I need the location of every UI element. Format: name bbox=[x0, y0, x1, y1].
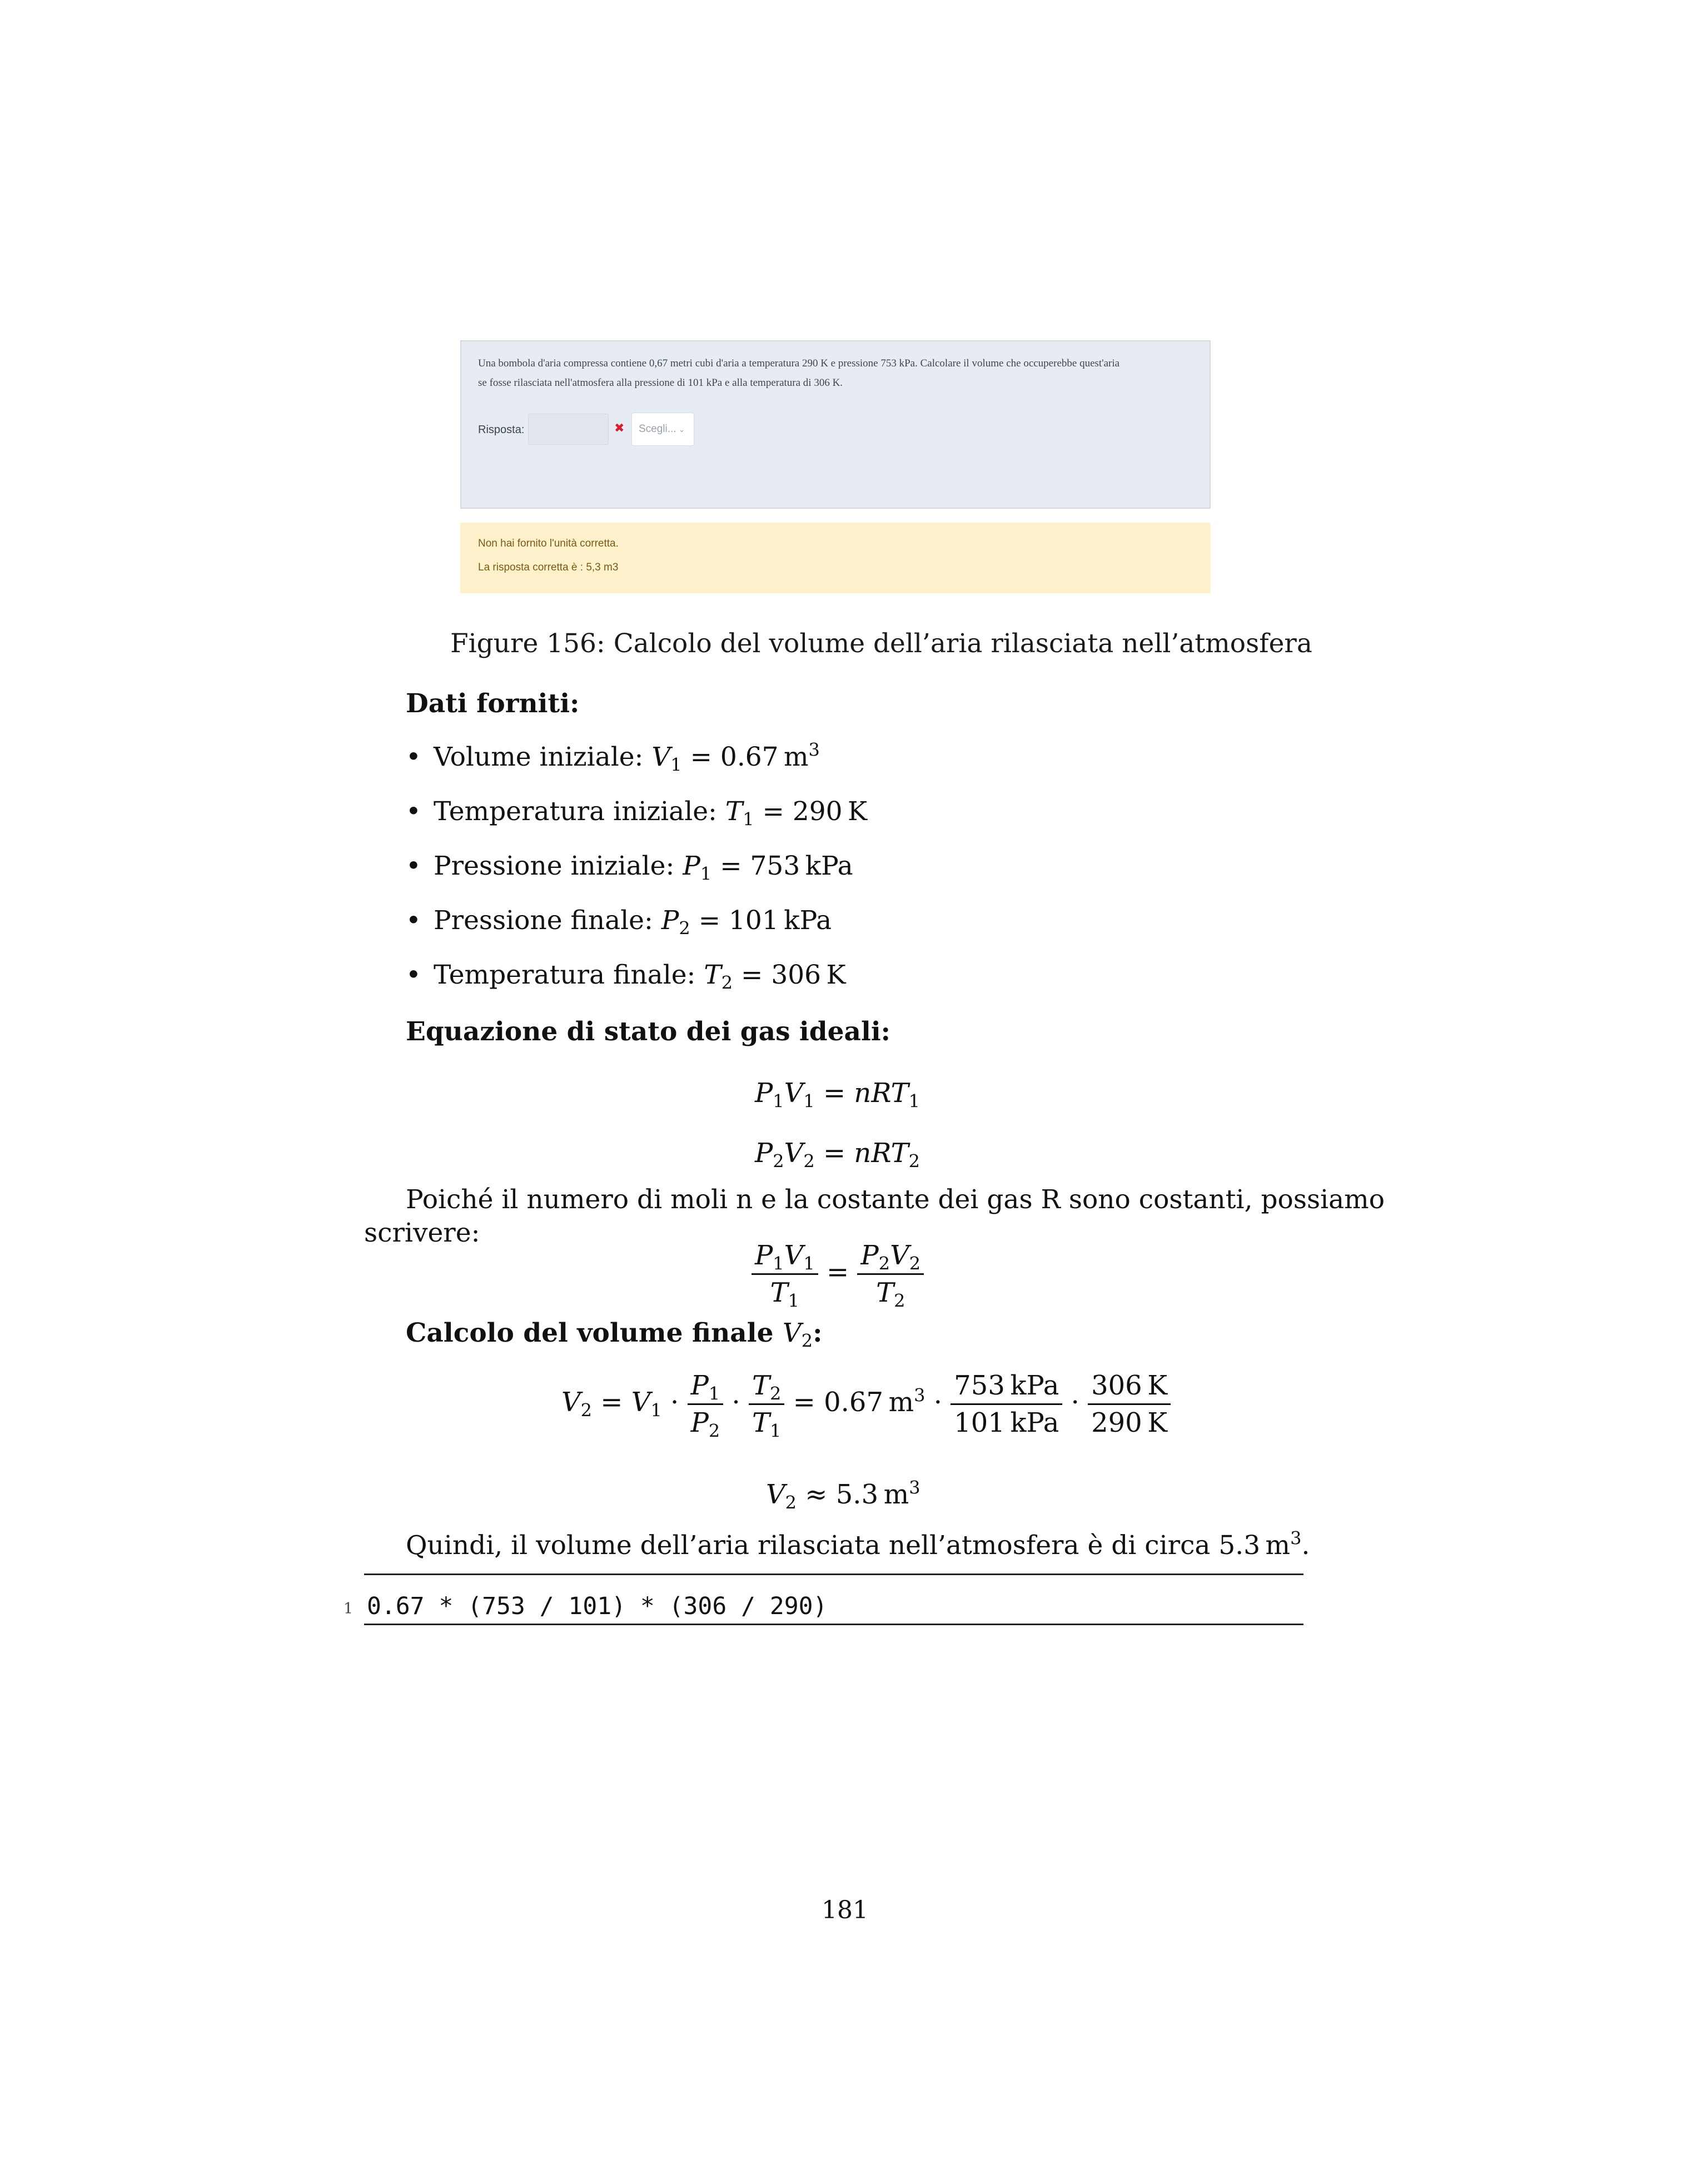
calc-heading: Calcolo del volume finale $V_2$: bbox=[406, 1318, 823, 1352]
paragraph-line-2: scrivere: bbox=[364, 1218, 480, 1248]
answer-label: Risposta: bbox=[478, 424, 525, 436]
bullet-icon: • bbox=[406, 742, 421, 772]
given-symbol: P bbox=[683, 851, 700, 881]
feedback-correct-answer: La risposta corretta è : 5,3 m3 bbox=[478, 562, 619, 573]
equation-final-volume: $V_2 = V_1$ · $\frac{P_1}{P_2}$ · $\frac{T_2}{T_1}$ = 0.67 $m^3$ · $\frac{\text{753 kPa}}{\text{101 kPa}}$ · $\frac{306 K}{290 K}$ bbox=[561, 1370, 1171, 1438]
chevron-down-icon: ⌄ bbox=[678, 425, 685, 434]
conclusion: Quindi, il volume dell’aria rilasciata nell’atmosfera è di circa 5.3 $m^3$. bbox=[406, 1527, 1310, 1561]
equation-state-1: $P_1V_1 = nRT_1$ bbox=[755, 1078, 920, 1112]
given-label: Volume iniziale: bbox=[434, 742, 644, 772]
given-symbol: T bbox=[704, 960, 721, 990]
given-label: Temperatura finale: bbox=[434, 960, 696, 990]
given-label: Temperatura iniziale: bbox=[434, 796, 717, 827]
unit-select-value: Scegli... bbox=[639, 423, 676, 435]
bullet-icon: • bbox=[406, 796, 421, 827]
bullet-icon: • bbox=[406, 960, 421, 990]
equation-state-2: $P_2V_2 = nRT_2$ bbox=[755, 1138, 920, 1172]
given-final-temperature: • Temperatura finale: $T_2 = 306$ K bbox=[406, 960, 846, 994]
given-unit: m bbox=[783, 742, 809, 772]
code-top-rule bbox=[364, 1574, 1303, 1575]
calc-p1-value: 753 bbox=[954, 1370, 1005, 1401]
given-initial-temperature: • Temperatura iniziale: $T_1 = 290$ K bbox=[406, 796, 868, 830]
given-final-pressure: • Pressione finale: $P_2 = 101$ kPa bbox=[406, 905, 832, 939]
data-heading: Dati forniti: bbox=[406, 688, 580, 719]
given-unit-exponent: 3 bbox=[808, 739, 820, 761]
given-unit: kPa bbox=[784, 905, 832, 936]
incorrect-mark-icon: ✖ bbox=[614, 421, 625, 435]
gas-law-heading: Equazione di stato dei gas ideali: bbox=[406, 1016, 891, 1047]
quiz-question-line-2: se fosse rilasciata nell'atmosfera alla pressione di 101 kPa e alla temperatura di 306 K. bbox=[478, 377, 843, 389]
given-label: Pressione iniziale: bbox=[434, 851, 675, 881]
figure-caption: Figure 156: Calcolo del volume dell’aria rilasciata nell’atmosfera bbox=[450, 628, 1312, 659]
given-symbol: T bbox=[725, 796, 743, 827]
code-bottom-rule bbox=[364, 1624, 1303, 1625]
given-value: 101 bbox=[729, 905, 779, 936]
calc-t1-value: 290 bbox=[1091, 1407, 1142, 1438]
bullet-icon: • bbox=[406, 851, 421, 881]
paragraph-line-1: Poiché il numero di moli n e la costante dei gas R sono costanti, possiamo bbox=[406, 1184, 1385, 1215]
calc-t2-value: 306 bbox=[1091, 1370, 1142, 1401]
given-subscript: 2 bbox=[679, 917, 690, 939]
answer-input[interactable] bbox=[528, 414, 609, 445]
code-line: 0.67 * (753 / 101) * (306 / 290) bbox=[367, 1592, 828, 1620]
bullet-icon: • bbox=[406, 905, 421, 936]
given-value: 306 bbox=[771, 960, 822, 990]
given-symbol: V bbox=[651, 742, 671, 772]
given-unit: K bbox=[826, 960, 846, 990]
given-value: 753 bbox=[750, 851, 800, 881]
feedback-wrong-unit: Non hai fornito l'unità corretta. bbox=[478, 538, 619, 549]
given-unit: kPa bbox=[805, 851, 853, 881]
equation-result: $V_2 \approx 5.3$ $m^3$ bbox=[766, 1477, 920, 1513]
quiz-question-text bbox=[478, 354, 1195, 393]
calc-p2-value: 101 bbox=[954, 1407, 1005, 1438]
conclusion-text: Quindi, il volume dell’aria rilasciata nell’atmosfera è di circa bbox=[406, 1530, 1211, 1561]
quiz-feedback-panel bbox=[460, 523, 1211, 593]
calc-v1-value: 0.67 bbox=[824, 1387, 883, 1418]
calc-result-value: 5.3 bbox=[835, 1479, 879, 1510]
given-subscript: 1 bbox=[670, 754, 682, 776]
given-subscript: 2 bbox=[721, 972, 733, 994]
given-value: 290 bbox=[792, 796, 843, 827]
calc-heading-text: Calcolo del volume finale bbox=[406, 1318, 774, 1348]
given-value: 0.67 bbox=[720, 742, 779, 772]
quiz-question-panel bbox=[460, 340, 1211, 509]
quiz-question-line-1: Una bombola d'aria compressa contiene 0,67 metri cubi d'aria a temperatura 290 K e pressione 753 kPa. Calcolare il volume che occuperebbe quest'aria bbox=[478, 358, 1120, 369]
given-label: Pressione finale: bbox=[434, 905, 653, 936]
equation-ratio: $\frac{P_1V_1}{T_1}$ = $\frac{P_2V_2}{T_2}$ bbox=[752, 1240, 924, 1308]
conclusion-value: 5.3 bbox=[1218, 1530, 1261, 1561]
given-initial-pressure: • Pressione iniziale: $P_1 = 753$ kPa bbox=[406, 851, 853, 885]
given-symbol: P bbox=[661, 905, 679, 936]
code-line-number: 1 bbox=[344, 1600, 354, 1617]
given-subscript: 1 bbox=[743, 808, 754, 830]
given-initial-volume: • Volume iniziale: $V_1 = 0.67$ $m^3$ bbox=[406, 739, 820, 776]
given-unit: K bbox=[847, 796, 868, 827]
page-number: 181 bbox=[822, 1896, 868, 1924]
unit-select[interactable] bbox=[631, 413, 694, 446]
given-subscript: 1 bbox=[700, 863, 712, 885]
